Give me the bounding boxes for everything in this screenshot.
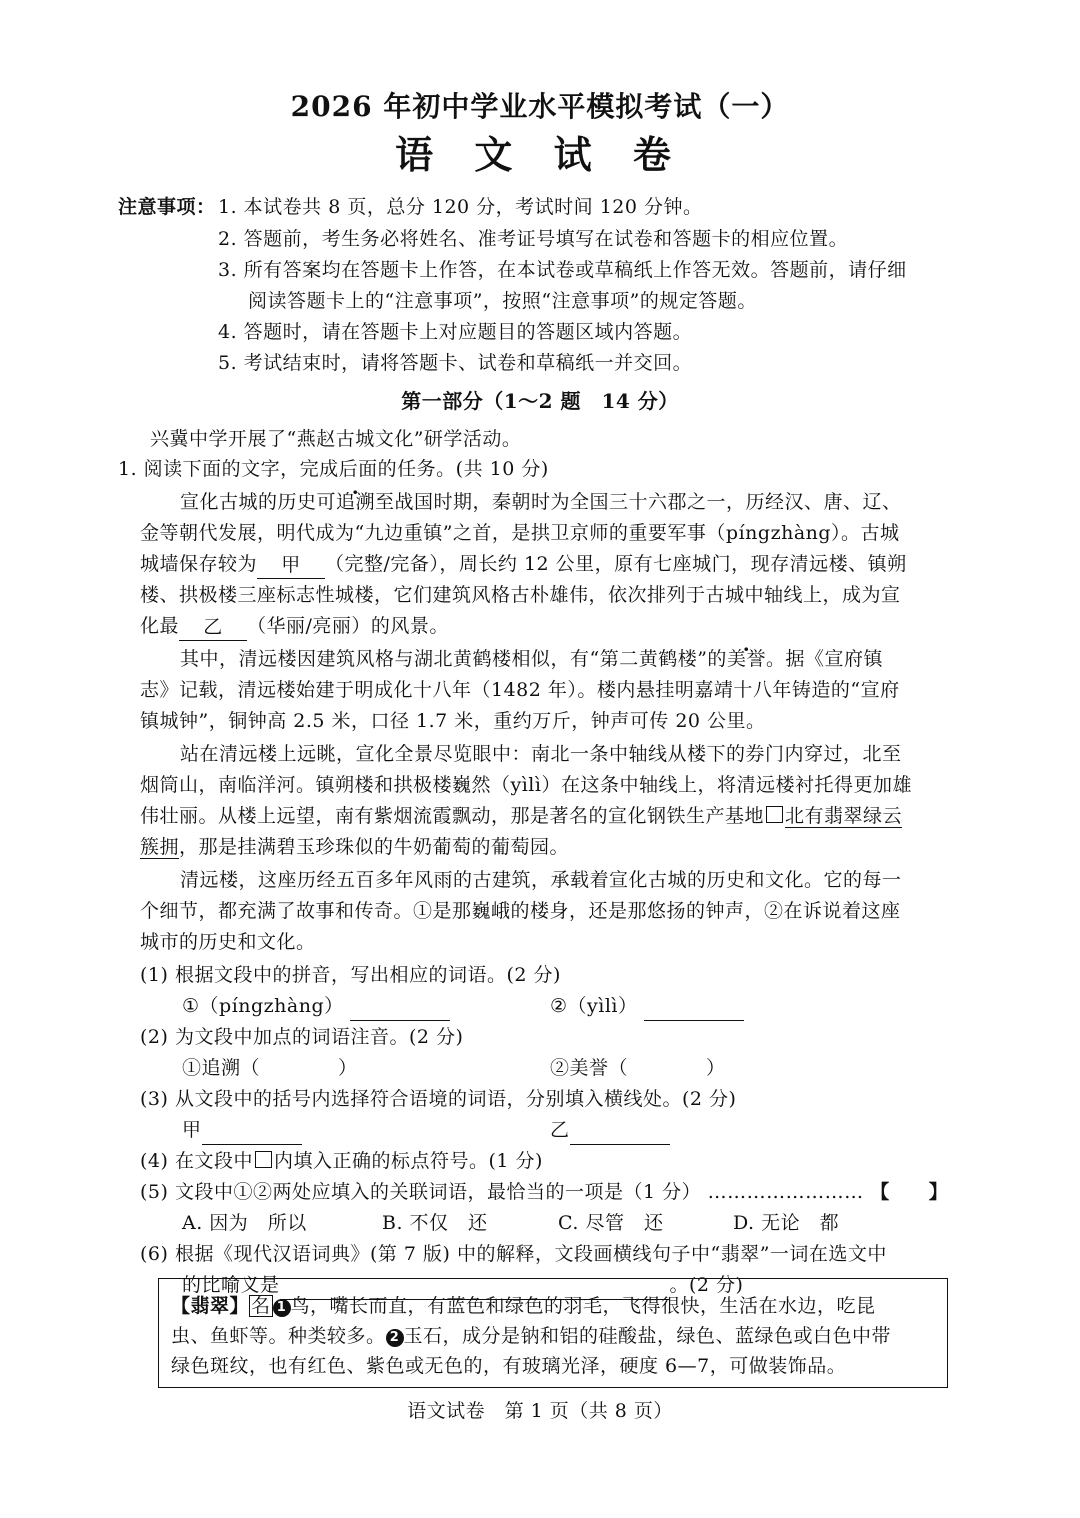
passage-line: 伟壮丽。从楼上远望，南有紫烟流霞飘动，那是著名的宣化钢铁生产基地 北有翡翠绿云 — [140, 805, 903, 827]
question-1-3-a: 甲 — [182, 1115, 302, 1145]
question-1-5: (5) 文段中①②两处应填入的关联词语，最恰当的一项是（1 分） …………………… 【 】 — [140, 1181, 949, 1203]
pos-label: 名 — [251, 1295, 271, 1317]
passage-line: 志》记载，清远楼始建于明成化十八年（1482 年）。楼内悬挂明嘉靖十八年铸造的“宣府 — [140, 679, 900, 701]
passage-line: 金等朝代发展，明代成为“九边重镇”之首，是拱卫京师的重要军事（píngzhàng）。古城 — [140, 522, 900, 544]
underlined-sentence: 北有翡翠绿云 — [785, 805, 903, 827]
dotted-word-zhuisu: 追溯 — [336, 491, 376, 513]
question-1-stem: 1. 阅读下面的文字，完成后面的任务。(共 10 分) — [118, 458, 549, 480]
question-1-6: (6) 根据《现代汉语词典》(第 7 版) 中的解释，文段画横线句子中“翡翠”一词在选文中 — [140, 1243, 887, 1265]
passage-line: 烟筒山，南临洋河。镇朔楼和拱极楼巍然（yìlì）在这条中轴线上，将清远楼衬托得更加雄 — [140, 774, 912, 796]
subject-title: 语 文 试 卷 — [395, 132, 685, 177]
answer-blank[interactable] — [350, 1020, 450, 1021]
page-footer: 语文试卷 第 1 页（共 8 页） — [407, 1400, 673, 1422]
question-1-1: (1) 根据文段中的拼音，写出相应的词语。(2 分) — [140, 964, 561, 986]
part1-heading: 第一部分（1～2 题 14 分） — [401, 389, 679, 413]
question-1-2: (2) 为文段中加点的词语注音。(2 分) — [140, 1026, 464, 1048]
notice-label: 注意事项： — [118, 196, 216, 218]
sense-number-2: 2 — [386, 1329, 404, 1347]
blank-yi: 乙 — [179, 614, 247, 641]
punctuation-box-icon — [255, 1151, 272, 1168]
notice-item: 5. 考试结束时，请将答题卡、试卷和草稿纸一并交回。 — [218, 352, 693, 374]
part1-intro: 兴冀中学开展了“燕赵古城文化”研学活动。 — [150, 428, 522, 450]
answer-blank[interactable] — [570, 1144, 670, 1145]
option-c: C. 尽管 还 — [558, 1212, 664, 1234]
exam-title: 2026 年初中学业水平模拟考试（一） — [290, 90, 790, 123]
definition-line: 【翡翠】 名 1 鸟，嘴长而直，有蓝色和绿色的羽毛，飞得很快，生活在水边，吃昆 — [171, 1295, 876, 1317]
option-d: D. 无论 都 — [733, 1212, 840, 1234]
question-1-2-a: ①追溯（ ） — [182, 1057, 358, 1079]
passage-line: 镇城钟”，铜钟高 2.5 米，口径 1.7 米，重约万斤，钟声可传 20 公里。 — [140, 710, 766, 732]
notice-item: 3. 所有答案均在答题卡上作答，在本试卷或草稿纸上作答无效。答题前，请仔细 — [218, 259, 907, 281]
answer-bracket: 【 】 — [870, 1181, 949, 1203]
question-1-3: (3) 从文段中的括号内选择符合语境的词语，分别填入横线处。(2 分) — [140, 1088, 737, 1110]
notice-item: 2. 答题前，考生务必将姓名、准考证号填写在试卷和答题卡的相应位置。 — [218, 228, 849, 250]
passage-line: 宣化古城的历史可追溯至战国时期，秦朝时为全国三十六郡之一，历经汉、唐、辽、 — [180, 491, 902, 513]
blank-jia: 甲 — [257, 552, 325, 579]
passage-line: 城墙保存较为 甲 （完整/完备），周长约 12 公里，原有七座城门，现存清远楼、镇朔 — [140, 549, 907, 579]
sense-number-1: 1 — [273, 1299, 291, 1317]
definition-line: 虫、鱼虾等。种类较多。 2 玉石，成分是钠和铝的硅酸盐，绿色、蓝绿色或白色中带 — [171, 1325, 892, 1347]
passage-line: 个细节，都充满了故事和传奇。①是那巍峨的楼身，还是那悠扬的钟声，②在诉说着这座 — [140, 900, 901, 922]
question-1-1-a: ①（píngzhàng） — [182, 991, 450, 1021]
answer-blank[interactable] — [644, 1020, 744, 1021]
passage-line: 化最 乙 （华丽/亮丽）的风景。 — [140, 611, 449, 641]
option-a: A. 因为 所以 — [182, 1212, 307, 1234]
question-1-1-b: ②（yìlì） — [550, 991, 744, 1021]
passage-line: 清远楼，这座历经五百多年风雨的古建筑，承载着宣化古城的历史和文化。它的每一 — [180, 869, 902, 891]
passage-line: 其中，清远楼因建筑风格与湖北黄鹤楼相似，有“第二黄鹤楼”的美誉。据《宣府镇 — [180, 648, 883, 670]
punctuation-box — [766, 806, 783, 823]
passage-line: 城市的历史和文化。 — [140, 931, 316, 953]
answer-blank[interactable] — [202, 1144, 302, 1145]
option-b: B. 不仅 还 — [382, 1212, 488, 1234]
dictionary-definition-box — [158, 1278, 948, 1388]
definition-line: 绿色斑纹，也有红色、紫色或无色的，有玻璃光泽，硬度 6—7，可做装饰品。 — [171, 1355, 847, 1377]
notice-item: 4. 答题时，请在答题卡上对应题目的答题区域内答题。 — [218, 321, 693, 343]
passage-line: 站在清远楼上远眺，宣化全景尽览眼中：南北一条中轴线从楼下的券门内穿过，北至 — [180, 743, 902, 765]
notice-item: 1. 本试卷共 8 页，总分 120 分，考试时间 120 分钟。 — [218, 196, 703, 218]
question-1-3-b: 乙 — [550, 1115, 670, 1145]
question-1-4: (4) 在文段中 内填入正确的标点符号。(1 分) — [140, 1150, 543, 1172]
notice-item: 阅读答题卡上的“注意事项”，按照“注意事项”的规定答题。 — [248, 290, 757, 312]
passage-line: 楼、拱极楼三座标志性城楼，它们建筑风格古朴雄伟，依次排列于古城中轴线上，成为宣 — [140, 584, 901, 606]
dotted-word-meiyu: 美誉 — [726, 648, 766, 670]
question-1-2-b: ②美誉（ ） — [550, 1057, 726, 1079]
underlined-sentence: 簇拥 — [140, 836, 180, 858]
passage-line: 簇拥，那是挂满碧玉珍珠似的牛奶葡萄的葡萄园。 — [140, 836, 570, 858]
question-1-6-line2: 的比喻义是 。(2 分) — [182, 1270, 743, 1300]
